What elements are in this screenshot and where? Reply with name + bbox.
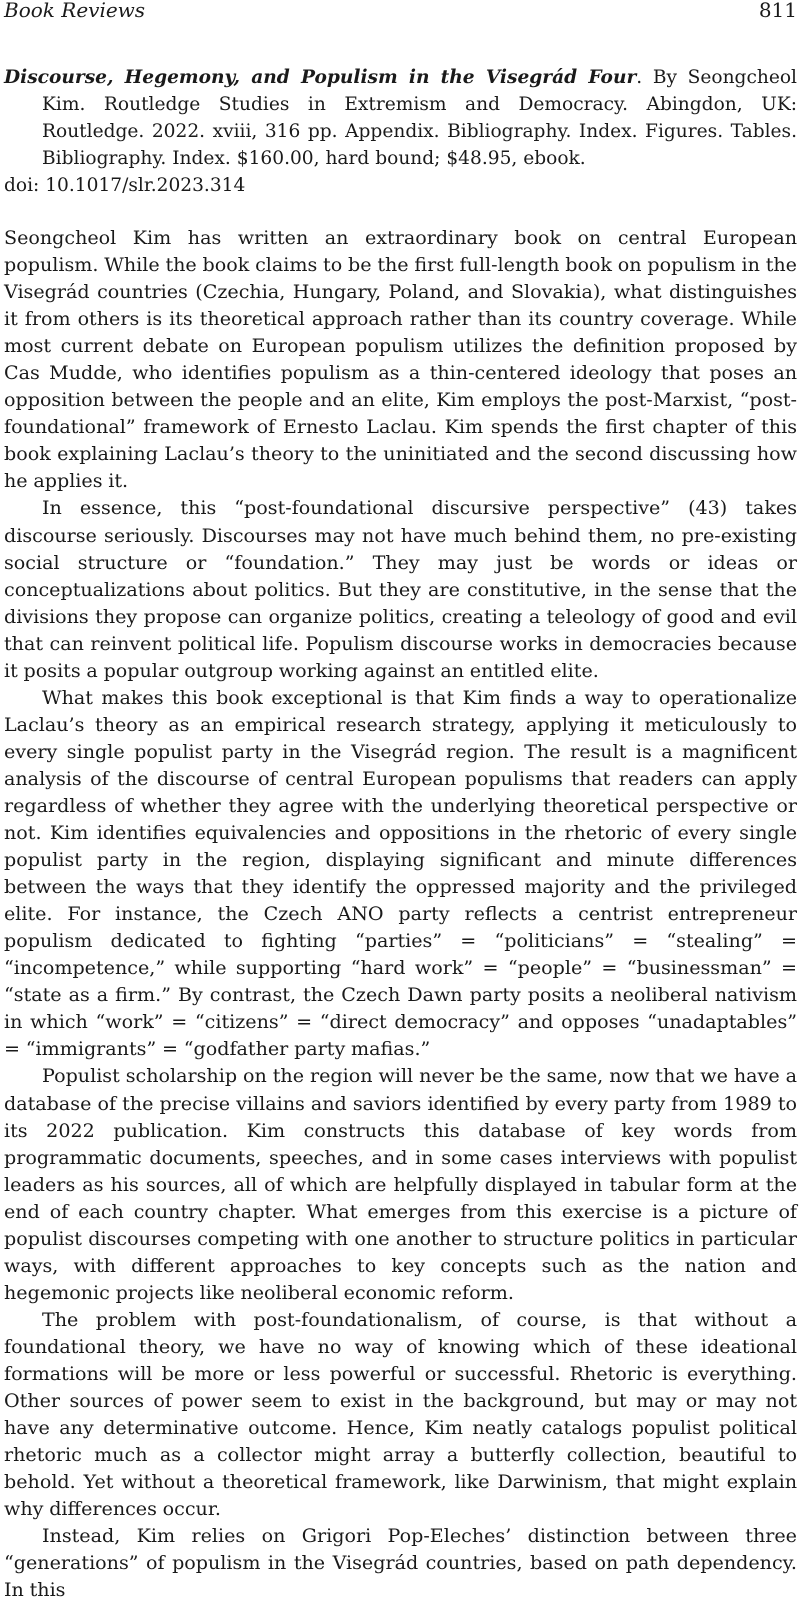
book-details: . By Seongcheol Kim. Routledge Studies in Extremism and Democracy. Abingdon, UK: Routledge. 2022. xviii, 316 pp. Appendix. Bibliography. Index. Figures. Tables. Bibliography. Index. $160.00, hard bound; $48.95, ebook. [42, 67, 797, 169]
doi: doi: 10.1017/slr.2023.314 [4, 175, 246, 196]
paragraph: What makes this book exceptional is that Kim finds a way to operationalize Laclau’s theory as an empirical research strategy, applying it meticulously to every single populist party in the Visegrád region. The result is a magnificent analysis of the discourse of central European populisms that readers can apply regardless of whether they agree with the underlying theoretical perspective or not. Kim identifies equivalencies and oppositions in the rhetoric of every single populist party in the region, displaying significant and minute differences between the ways that they identify the oppressed majority and the privileged elite. For instance, the Czech ANO party reflects a centrist entrepreneur populism dedicated to fighting “parties” = “politicians” = “stealing” = “incompetence,” while supporting “hard work” = “people” = “businessman” = “state as a firm.” By contrast, the Czech Dawn party posits a neoliberal nativism in which “work” = “citizens” = “direct democracy” and opposes “unadaptables” = “immigrants” = “godfather party mafias.” [4, 685, 797, 1061]
paragraph: In essence, this “post-foundational discursive perspective” (43) takes discourse seriously. Discourses may not have much behind them, no pre-existing social structure or “foundation.” They may just be words or ideas or conceptualizations about politics. But they are constitutive, in the sense that the divisions they propose can organize politics, creating a teleology of good and evil that can reinvent political life. Populism discourse works in democracies because it posits a popular outgroup working against an entitled elite. [4, 496, 797, 682]
running-head [4, 0, 797, 28]
paragraph: Instead, Kim relies on Grigori Pop-Eleches’ distinction between three “generations” of populism in the Visegrád countries, based on path dependency. In this [4, 1524, 797, 1602]
book-citation [4, 64, 797, 172]
paragraph: Populist scholarship on the region will never be the same, now that we have a database of the precise villains and saviors identified by every party from 1989 to its 2022 publication. Kim constructs this database of key words from programmatic documents, speeches, and in some cases interviews with populist leaders as his sources, all of which are helpfully displayed in tabular form at the end of each country chapter. What emerges from this exercise is a picture of populist discourses competing with one another to structure politics in particular ways, with different approaches to key concepts such as the nation and hegemonic projects like neoliberal economic reform. [4, 1064, 797, 1304]
paragraph: The problem with post-foundationalism, of course, is that without a foundational theory, we have no way of knowing which of these ideational formations will be more or less powerful or successful. Rhetoric is everything. Other sources of power seem to exist in the background, but may or may not have any determinative outcome. Hence, Kim neatly catalogs populist political rhetoric much as a collector might array a butterfly collection, beautiful to behold. Yet without a theoretical framework, like Darwinism, that might explain why differences occur. [4, 1307, 797, 1521]
review-body [4, 224, 797, 1603]
journal-section-title: Book Reviews [4, 0, 146, 22]
book-title: Discourse, Hegemony, and Populism in the Visegrád Four [4, 67, 637, 88]
paragraph: Seongcheol Kim has written an extraordinary book on central European populism. While the book claims to be the first full-length book on populism in the Visegrád countries (Czechia, Hungary, Poland, and Slovakia), what distinguishes it from others is its theoretical approach rather than its country coverage. While most current debate on European populism utilizes the definition proposed by Cas Mudde, who identifies populism as a thin-centered ideology that poses an opposition between the people and an elite, Kim employs the post-Marxist, “post-foundational” framework of Ernesto Laclau. Kim spends the first chapter of this book explaining Laclau’s theory to the uninitiated and the second discussing how he applies it. [4, 226, 797, 493]
page-number: 811 [758, 0, 797, 22]
